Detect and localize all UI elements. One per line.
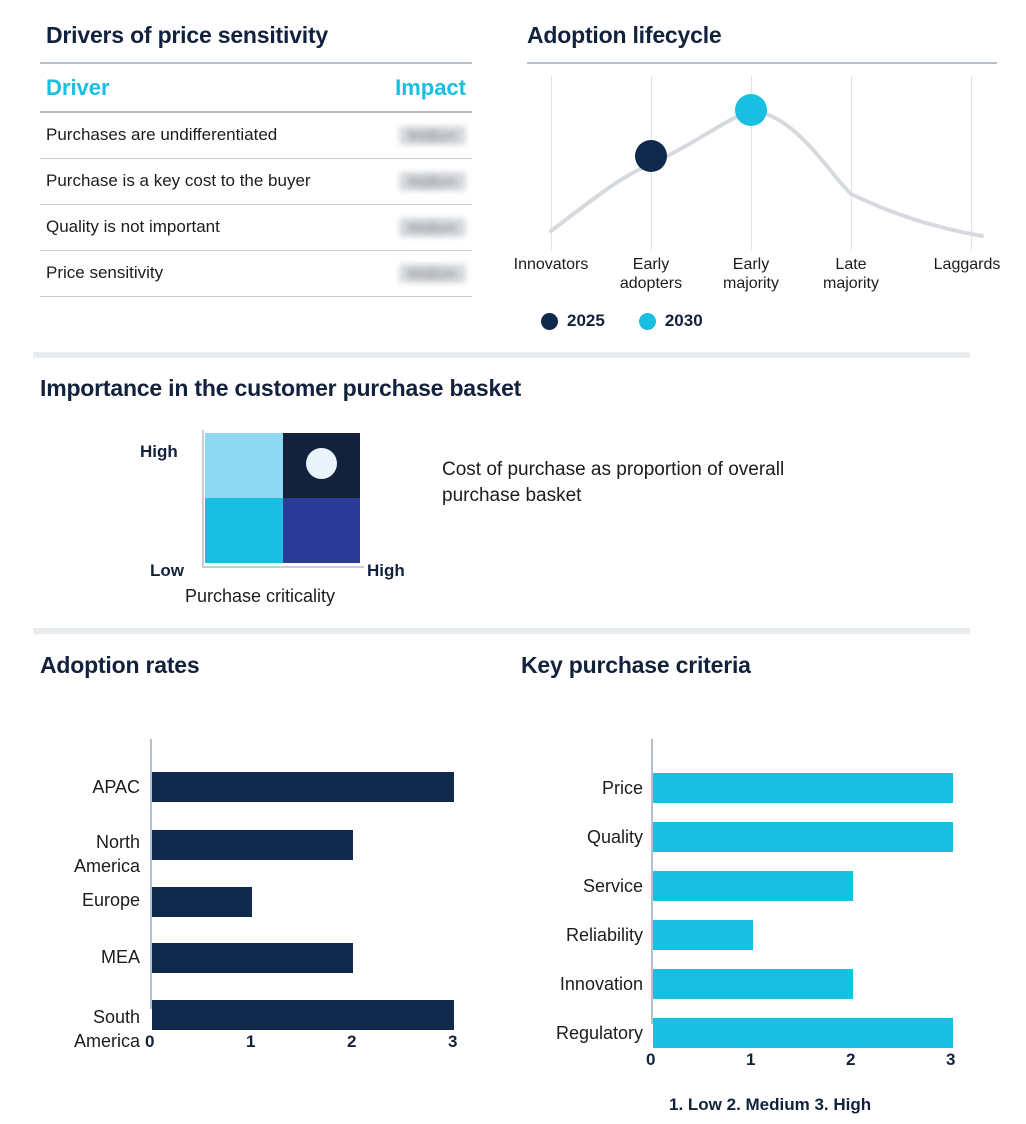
cell-impact	[372, 251, 472, 297]
cell-driver: Purchase is a key cost to the buyer	[40, 159, 372, 205]
key-purchase-criteria-panel	[521, 652, 1001, 1114]
matrix-quadrants	[205, 433, 360, 563]
drivers-panel	[40, 22, 472, 297]
column-header-driver: Driver	[40, 64, 372, 112]
bar	[152, 772, 454, 802]
cell-impact	[372, 159, 472, 205]
bar	[152, 1000, 454, 1030]
x-tick-label: 0	[145, 1032, 155, 1051]
bar-label: Reliability	[565, 925, 643, 945]
table-row	[40, 251, 472, 297]
bar-label: Quality	[586, 827, 643, 847]
section-divider	[33, 628, 970, 634]
x-tick-label: 2	[347, 1032, 357, 1051]
cell-driver: Purchases are undifferentiated	[40, 112, 372, 159]
x-tick-label: Innovators	[513, 256, 589, 273]
bar-label: Innovation	[559, 974, 643, 994]
criteria-bar-chart	[521, 697, 1001, 1114]
x-tick-label: Early adopters	[619, 256, 683, 292]
column-header-impact: Impact	[372, 64, 472, 112]
bar-label: South America	[73, 1007, 140, 1051]
legend-label: 2025	[567, 311, 605, 330]
lifecycle-panel	[513, 22, 1001, 331]
x-tick-label: 1	[246, 1032, 256, 1051]
x-tick-label: 2	[846, 1050, 856, 1069]
bar	[653, 969, 853, 999]
x-tick-label: 3	[448, 1032, 458, 1051]
bar-label: Regulatory	[555, 1023, 643, 1043]
x-tick-label: Late majority	[822, 256, 879, 292]
section-divider	[33, 352, 970, 358]
table-row	[40, 159, 472, 205]
cell-impact	[372, 112, 472, 159]
quadrant-top-left	[205, 433, 283, 498]
legend-dot-icon	[639, 313, 656, 330]
bar	[653, 1018, 953, 1048]
lifecycle-title: Adoption lifecycle	[527, 22, 722, 48]
adoption-rates-bar-chart	[40, 697, 510, 1051]
x-tick-label: Laggards	[933, 256, 1001, 273]
cell-impact	[372, 205, 472, 251]
bar-label: North America	[73, 832, 140, 876]
y-axis-low-label: Low	[150, 561, 184, 580]
data-point-2030	[735, 94, 767, 126]
legend-item-2030	[639, 311, 703, 331]
matrix-x-axis-caption: Purchase criticality	[185, 586, 336, 606]
scale-legend: 1. Low 2. Medium 3. High	[669, 1095, 872, 1114]
legend-item-2025	[541, 311, 605, 331]
quadrant-bottom-left	[205, 498, 283, 563]
data-point-2025	[635, 140, 667, 172]
bar-label: MEA	[100, 947, 140, 967]
lifecycle-top-rule	[527, 62, 997, 64]
quadrant-bottom-right	[283, 498, 361, 563]
bar-label: Price	[601, 778, 643, 798]
bar-label: APAC	[92, 777, 140, 797]
redacted-impact-value: Medium	[399, 218, 466, 237]
redacted-impact-value: Medium	[399, 172, 466, 191]
bar	[152, 887, 252, 917]
bar	[653, 773, 953, 803]
adoption-rates-title: Adoption rates	[40, 652, 200, 678]
cell-driver: Price sensitivity	[40, 251, 372, 297]
legend-dot-icon	[541, 313, 558, 330]
redacted-impact-value: Medium	[399, 264, 466, 283]
y-axis-high-label: High	[140, 442, 178, 461]
bar	[653, 822, 953, 852]
lifecycle-legend	[527, 311, 997, 331]
cell-driver: Quality is not important	[40, 205, 372, 251]
lifecycle-line-chart	[527, 76, 997, 251]
x-axis-line	[202, 566, 364, 568]
adoption-rates-panel	[40, 652, 510, 1051]
table-row	[40, 112, 472, 159]
lifecycle-axis-labels	[513, 255, 1001, 307]
drivers-table	[40, 64, 472, 297]
bar	[653, 871, 853, 901]
table-row	[40, 205, 472, 251]
x-tick-label: 1	[746, 1050, 756, 1069]
bar-label: Service	[582, 876, 643, 896]
quadrant-top-right	[283, 433, 361, 498]
x-tick-label: 0	[646, 1050, 656, 1069]
y-axis-line	[202, 430, 204, 568]
matrix-panel	[40, 375, 1000, 606]
table-header-row	[40, 64, 472, 112]
bar	[653, 920, 753, 950]
page-title: Drivers of price sensitivity	[46, 22, 329, 48]
x-tick-label: 3	[946, 1050, 956, 1069]
bar-label: Europe	[81, 890, 140, 910]
matrix-y-axis-description: Cost of purchase as proportion of overall purchase basket	[442, 459, 785, 506]
position-marker-icon	[306, 448, 337, 479]
matrix-title: Importance in the customer purchase basket	[40, 375, 522, 401]
x-tick-label: Early majority	[722, 256, 779, 292]
criteria-title: Key purchase criteria	[521, 652, 751, 678]
x-axis-high-label: High	[367, 561, 405, 580]
bar	[152, 943, 353, 973]
legend-label: 2030	[664, 311, 703, 330]
redacted-impact-value: Medium	[399, 126, 466, 145]
bar	[152, 830, 353, 860]
